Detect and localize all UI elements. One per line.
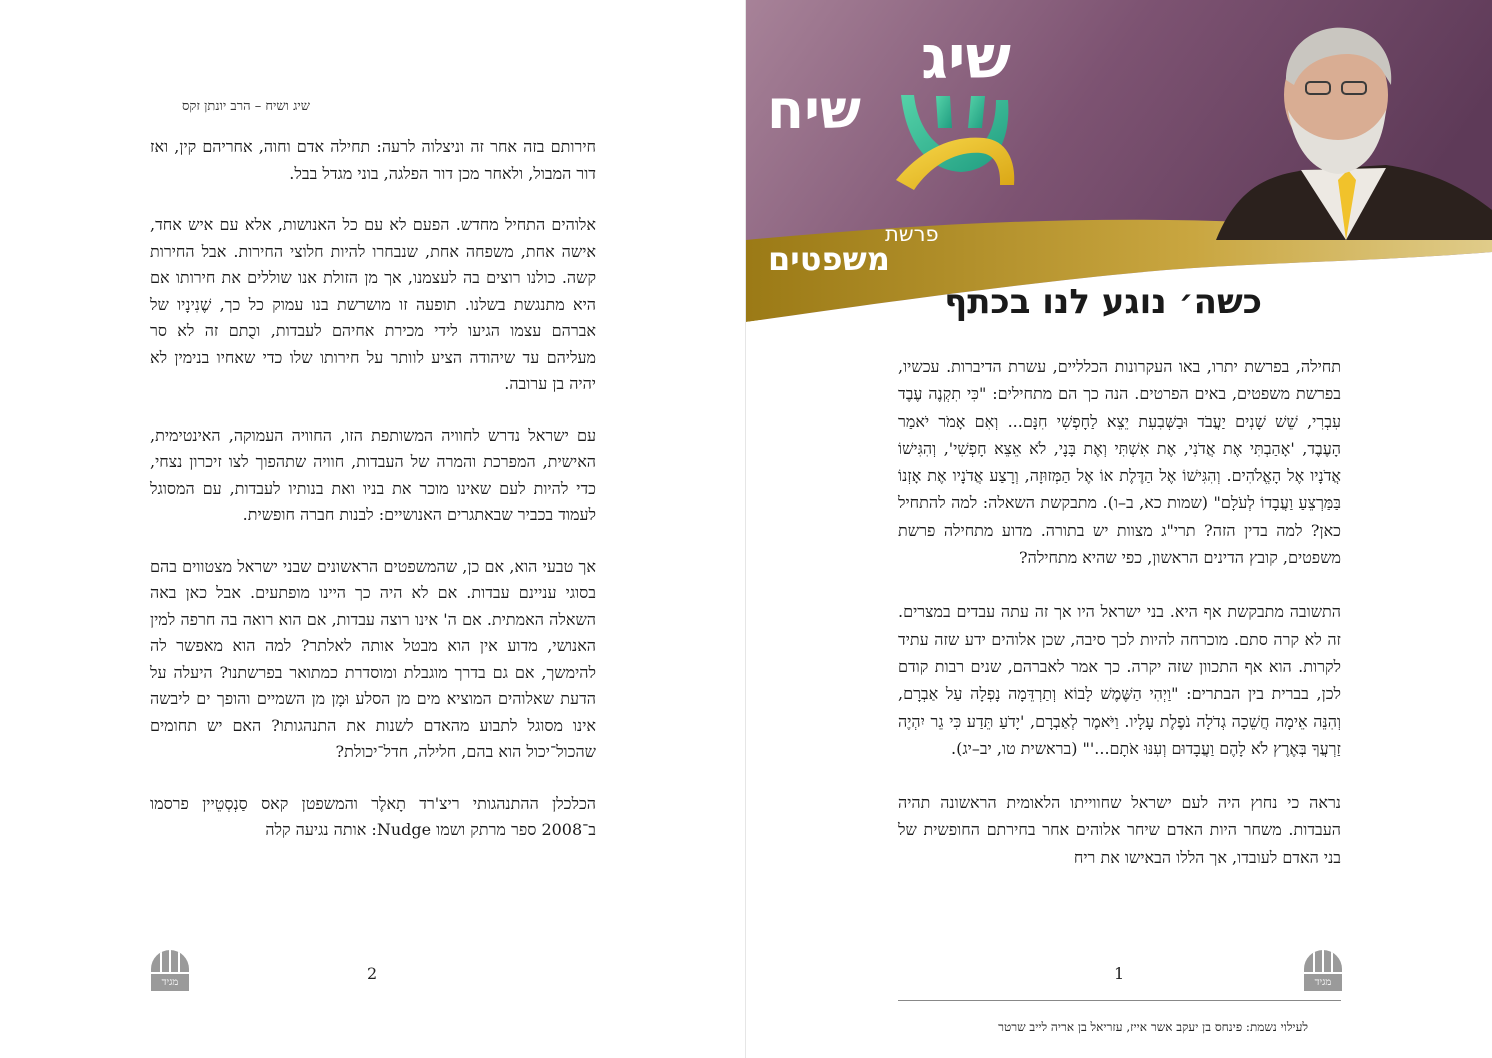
publisher-logo-label: מגיד bbox=[1304, 974, 1342, 991]
paragraph: התשובה מתבקשת אף היא. בני ישראל היו אך זה עתה עבדים במצרים. זה לא קרה סתם. מוכרחה להיות לכך סיבה, שכן אלוהים ידע שזה עתיד לקרות. הוא אף התכוון שזה יקרה. כך אמר לאברהם, שנים רבות קודם לכן, בברית בין הבתרים: "וַיְהִי הַשֶּׁמֶשׁ לָבוֹא וְתַרְדֵּמָה נָפְלָה עַל אַבְרָם, וְהִנֵּה אֵימָה חֲשֵׁכָה גְדֹלָה נֹפֶלֶת עָלָיו. וַיֹּאמֶר לְאַבְרָם, 'יָדֹעַ תֵּדַע כִּי גֵר יִהְיֶה זַרְעֲךָ בְּאֶרֶץ לֹא לָהֶם וַעֲבָדוּם וְעִנּוּ אֹתָם...'" (בראשית טו, יב–יג). bbox=[898, 602, 1341, 758]
building-icon bbox=[1304, 950, 1342, 972]
page-number: 1 bbox=[1114, 964, 1125, 983]
publisher-logo bbox=[1304, 950, 1342, 992]
paragraph: עם ישראל נדרש לחוויה המשותפת הזו, החוויה העמוקה, האינטימית, האישית, המפרכת והמרה של העבדות, חוויה שתהפוך לצו זיכרון נצחי, כדי להיות לעם שאינו מוכר את בניו ואת בנותיו לעבדות, עם המסוגל לעמוד בכביר שבאתגרים האנושיים: לבנות חברה חופשית. bbox=[150, 425, 596, 524]
right-page bbox=[746, 0, 1492, 1058]
paragraph: אלוהים התחיל מחדש. הפעם לא עם כל האנושות, אלא עם איש אחד, אישה אחת, משפחה אחת, שנבחרו להיות חלוצי החירות. אבל החירות קשה. כולנו רוצים בה לעצמנו, אך מן הזולת אנו שוללים את חירותו אם היא מתנגשת בשלנו. תופעה זו מושרשת בנו עמוק כל כך, שֶׁנִינָיו של אברהם עצמו הגיעו לידי מכירת אחיהם לעבדות, וכֻתם זה לא סר מעליהם עד שיהודה הציע לוותר על חירותו שלו כדי שאחיו בנימין לא יהיה בן ערובה. bbox=[150, 215, 596, 393]
paragraph: חירותם בזה אחר זה וניצלוה לרעה: תחילה אדם וחוה, אחריהם קין, ואז דור המבול, ולאחר מכן דור הפלגה, בוני מגדל בבל. bbox=[150, 137, 596, 183]
running-head: שיג ושיח – הרב יונתן זקס bbox=[181, 99, 310, 114]
parasha-label: פרשת bbox=[885, 222, 939, 246]
paragraph: אך טבעי הוא, אם כן, שהמשפטים הראשונים שבני ישראל מצטווים בהם בסוגי עניינם עבדות. אם לא היה כך היינו מופתעים. אבל כאן באה השאלה האמתית. אם ה' אינו רוצה עבדות, אם הוא רואה בה חרפה למין האנושי, מדוע אין הוא מבטל אותה לאלתר? למה הוא מאפשר לה להימשך, אם גם בדרך מוגבלת ומוסדרת כמתואר בפרשתנו? היעלה על הדעת שאלוהים המוציא מים מן הסלע וּמָן מן השמיים והופך ים ליבשה אינו מסוגל לתבוע מהאדם לשנות את התנהגותו? האם יש תחומים שהכול־יכול הוא בהם, חלילה, חדל־יכולת? bbox=[150, 556, 596, 761]
paragraph: נראה כי נחוץ היה לעם ישראל שחווייתו הלאומית הראשונה תהיה העבדות. משחר היות האדם שיחר אלוהים אחר בחירתם החופשית של בני האדם לעובדו, אך הללו הבאישו את ריח bbox=[898, 793, 1341, 867]
publisher-logo-label: מגיד bbox=[151, 974, 189, 991]
svg-text:שיח: שיח bbox=[767, 78, 861, 141]
footer-divider bbox=[898, 1000, 1341, 1001]
publisher-logo bbox=[151, 950, 189, 992]
left-body-text bbox=[150, 134, 596, 844]
parasha-name: משפטים bbox=[768, 240, 890, 278]
svg-text:שיג: שיג bbox=[921, 23, 1011, 93]
article-title: כשה׳ נוגע לנו בכתף bbox=[944, 282, 1262, 322]
paragraph: הכלכלן ההתנהגותי ריצ'רד תָאלֶר והמשפטן קאס סַנְסְטֵיין פרסמו ב־2008 ספר מרתק ושמו Nudge: אותה נגיעה קלה bbox=[150, 793, 596, 839]
dedication-note: לעילוי נשמת: פינחס בן יעקב אשר אייז, עזריאל בן אריה לייב שרטר bbox=[998, 1020, 1308, 1034]
building-icon bbox=[151, 950, 189, 972]
right-body-text bbox=[898, 353, 1341, 871]
paragraph: תחילה, בפרשת יתרו, באו העקרונות הכלליים, עשרת הדיברות. עכשיו, בפרשת משפטים, באים הפרטים. הנה כך הם מתחילים: "כִּי תִקְנֶה עֶבֶד עִבְרִי, שֵׁשׁ שָׁנִים יַעֲבֹד וּבַשְּׁבִעִת יֵצֵא לַחָפְשִׁי חִנָּם... וְאִם אָמֹר יֹאמַר הָעֶבֶד, 'אָהַבְתִּי אֶת אֲדֹנִי, אֶת אִשְׁתִּי וְאֶת בָּנָי, לֹא אֵצֵא חָפְשִׁי', וְהִגִּישׁוֹ אֲדֹנָיו אֶל הָאֱלֹהִים. וְהִגִּישׁוֹ אֶל הַדֶּלֶת אוֹ אֶל הַמְּזוּזָה, וְרָצַע אֲדֹנָיו אֶת אָזְנוֹ בַּמַּרְצֵעַ וַעֲבָדוֹ לְעֹלָם" (שמות כא, ב–ו). מתבקשת השאלה: למה להתחיל כאן? למה בדין הזה? תרי"ג מצוות יש בתורה. מדוע מתחילה פרשת משפטים, קובץ הדינים הראשון, כפי שהיא מתחילה? bbox=[898, 357, 1341, 568]
page-number: 2 bbox=[367, 964, 378, 983]
